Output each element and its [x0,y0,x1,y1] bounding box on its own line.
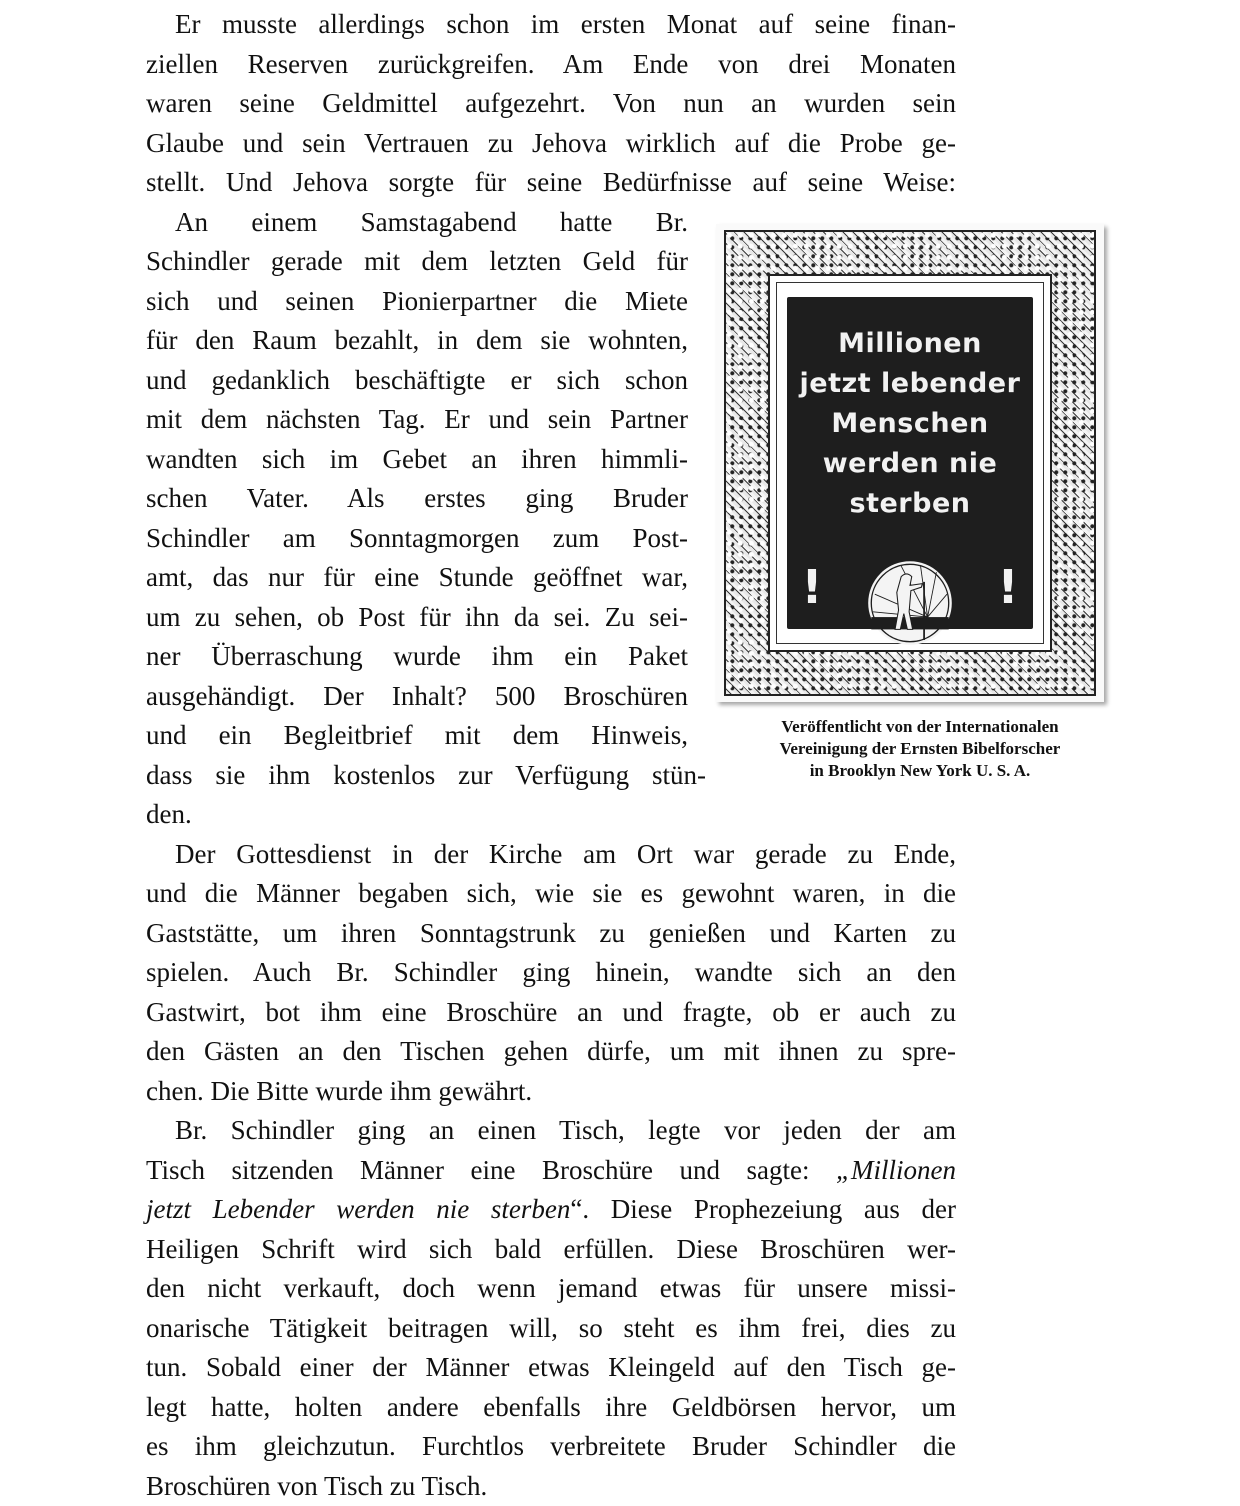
caption-line: Veröffentlicht von der Internationalen [781,717,1059,736]
text-line: Er musste allerdings schon im ersten Monat auf seine finan- [175,9,956,39]
quote-italic: „Millionen [836,1155,956,1185]
caption-line: in Brooklyn New York U. S. A. [809,761,1031,780]
text-line: chen. Die Bitte wurde ihm gewährt. [146,1076,533,1106]
text-line [146,1189,956,1229]
text-line: dass sie ihm kostenlos zur Verfügung stün- [146,760,706,790]
text-line: Heiligen Schrift wird sich bald erfüllen. Diese Broschüren wer- [146,1234,956,1264]
poster-title-line: werden nie [822,448,998,479]
text-line: sich und seinen Pionierpartner die Miete [146,286,688,316]
poster-figure [716,224,1104,702]
emblem-figure-icon [866,559,954,647]
text-line: Der Gottesdienst in der Kirche am Ort war gerade zu Ende, [175,839,956,869]
ornamental-border [724,230,1096,696]
text-line: Gastwirt, bot ihm eine Broschüre an und fragte, ob er auch zu [146,997,956,1027]
text-line: wandten sich im Gebet an ihren himmli- [146,444,688,474]
text-line: um zu sehen, ob Post für ihn da sei. Zu sei- [146,602,688,632]
text-line: und gedanklich beschäftigte er sich schon [146,365,688,395]
text-line: den Gästen an den Tischen gehen dürfe, um mit ihnen zu spre- [146,1036,956,1066]
text-line: für den Raum bezahlt, in dem sie wohnten, [146,325,688,355]
text-line: legt hatte, holten andere ebenfalls ihre Geldbörsen hervor, um [146,1392,956,1422]
text-line: amt, das nur für eine Stunde geöffnet war, [146,562,688,592]
text-line: Br. Schindler ging an einen Tisch, legte vor jeden der am [175,1115,956,1145]
text-line: waren seine Geldmittel aufgezehrt. Von nun an wurden sein [146,88,956,118]
text-line: An einem Samstagabend hatte Br. [175,207,688,237]
text-line: mit dem nächsten Tag. Er und sein Partner [146,404,688,434]
text-line: es ihm gleichzutun. Furchtlos verbreitete Bruder Schindler die [146,1431,956,1461]
text-line: ner Überraschung wurde ihm ein Paket [146,641,688,671]
poster-inner-rule [776,282,1044,644]
text-span: Tisch sitzenden Männer eine Broschüre und sagte: [146,1155,836,1185]
text-line: onarische Tätigkeit beitragen will, so steht es ihm frei, dies zu [146,1313,956,1343]
poster-inner-frame [768,274,1052,652]
text-line: spielen. Auch Br. Schindler ging hinein, wandte sich an den [146,957,956,987]
exclamation-mark-right: ! [997,560,1019,614]
text-line: ausgehändigt. Der Inhalt? 500 Broschüren [146,681,688,711]
caption-line: Vereinigung der Ernsten Bibelforscher [779,739,1061,758]
poster-panel [787,297,1033,629]
exclamation-mark-left: ! [801,560,823,614]
text-line: schen Vater. Als erstes ging Bruder [146,483,688,513]
poster-title-line: sterben [849,488,971,519]
quote-italic: jetzt Lebender werden nie sterben [146,1194,571,1224]
text-line: den. [146,799,192,829]
text-line: Broschüren von Tisch zu Tisch. [146,1471,488,1501]
text-line: tun. Sobald einer der Männer etwas Kleingeld auf den Tisch ge- [146,1352,956,1382]
poster-title-line: jetzt lebender [799,368,1021,399]
text-line: Schindler gerade mit dem letzten Geld für [146,246,688,276]
text-line: Schindler am Sonntagmorgen zum Post- [146,523,688,553]
text-line: und die Männer begaben sich, wie sie es gewohnt waren, in die [146,878,956,908]
text-line: den nicht verkauft, doch wenn jemand etwas für unsere missi- [146,1273,956,1303]
text-line: Glaube und sein Vertrauen zu Jehova wirklich auf die Probe ge- [146,128,956,158]
poster-title-line: Millionen [838,328,982,359]
text-line: und ein Begleitbrief mit dem Hinweis, [146,720,688,750]
poster-title-line: Menschen [831,408,989,439]
text-line: ziellen Reserven zurückgreifen. Am Ende von drei Monaten [146,49,956,79]
figure-caption [736,716,1104,782]
text-line: Gaststätte, um ihren Sonntagstrunk zu genießen und Karten zu [146,918,956,948]
text-span: “. Diese Prophezeiung aus der [570,1194,956,1224]
text-line: stellt. Und Jehova sorgte für seine Bedürfnisse auf seine Weise: [146,167,956,197]
text-line [146,1150,956,1190]
